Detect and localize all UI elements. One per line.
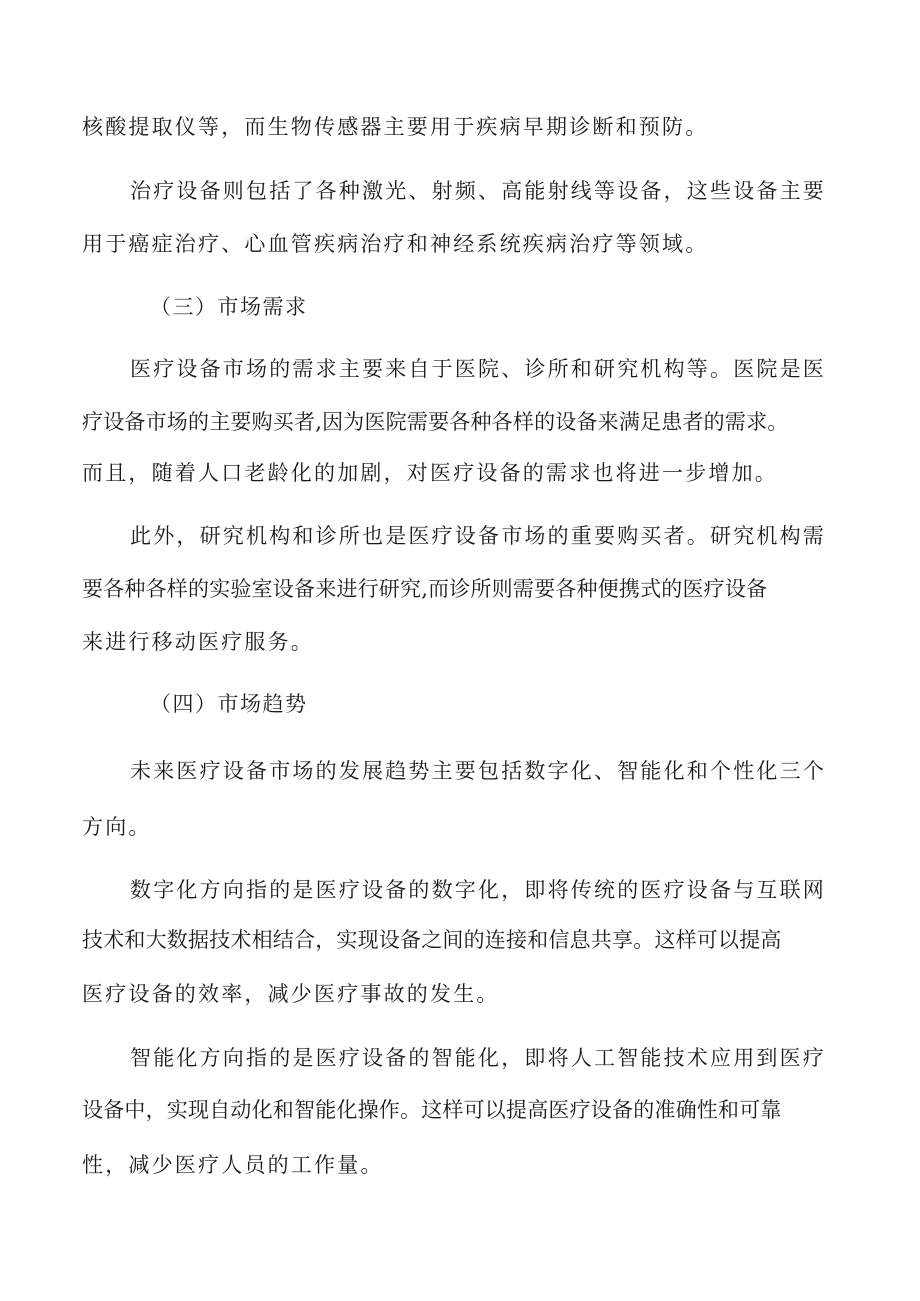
paragraph-line: 医疗设备的效率，减少医疗事故的发生。 — [82, 982, 500, 1006]
paragraph-line: 未来医疗设备市场的发展趋势主要包括数字化、智能化和个性化三个 — [130, 759, 826, 783]
paragraph-line: 数字化方向指的是医疗设备的数字化，即将传统的医疗设备与互联网 — [130, 878, 826, 902]
paragraph-line: 医疗设备市场的需求主要来自于医院、诊所和研究机构等。医院是医 — [130, 357, 826, 381]
paragraph-line: 用于癌症治疗、心血管疾病治疗和神经系统疾病治疗等领域。 — [82, 232, 709, 256]
paragraph-line: 智能化方向指的是医疗设备的智能化，即将人工智能技术应用到医疗 — [130, 1046, 826, 1070]
paragraph-line: 要各种各样的实验室设备来进行研究,而诊所则需要各种便携式的医疗设备 — [82, 577, 768, 601]
paragraph-line: 来进行移动医疗服务。 — [82, 630, 314, 654]
paragraph-line: 核酸提取仪等，而生物传感器主要用于疾病早期诊断和预防。 — [82, 115, 709, 139]
paragraph-line: 性，减少医疗人员的工作量。 — [82, 1153, 384, 1177]
paragraph-line: 此外，研究机构和诊所也是医疗设备市场的重要购买者。研究机构需 — [130, 524, 826, 548]
section-heading: （四）市场趋势 — [150, 692, 308, 716]
paragraph-line: 而且，随着人口老龄化的加剧，对医疗设备的需求也将进一步增加。 — [82, 461, 778, 485]
paragraph-line: 治疗设备则包括了各种激光、射频、高能射线等设备，这些设备主要 — [130, 179, 826, 203]
paragraph-line: 疗设备市场的主要购买者,因为医院需要各种各样的设备来满足患者的需求。 — [82, 410, 789, 434]
section-heading: （三）市场需求 — [150, 295, 308, 319]
paragraph-line: 方向。 — [82, 815, 152, 839]
paragraph-line: 技术和大数据技术相结合，实现设备之间的连接和信息共享。这样可以提高 — [82, 928, 782, 952]
paragraph-line: 设备中，实现自动化和智能化操作。这样可以提高医疗设备的准确性和可靠 — [82, 1098, 782, 1122]
